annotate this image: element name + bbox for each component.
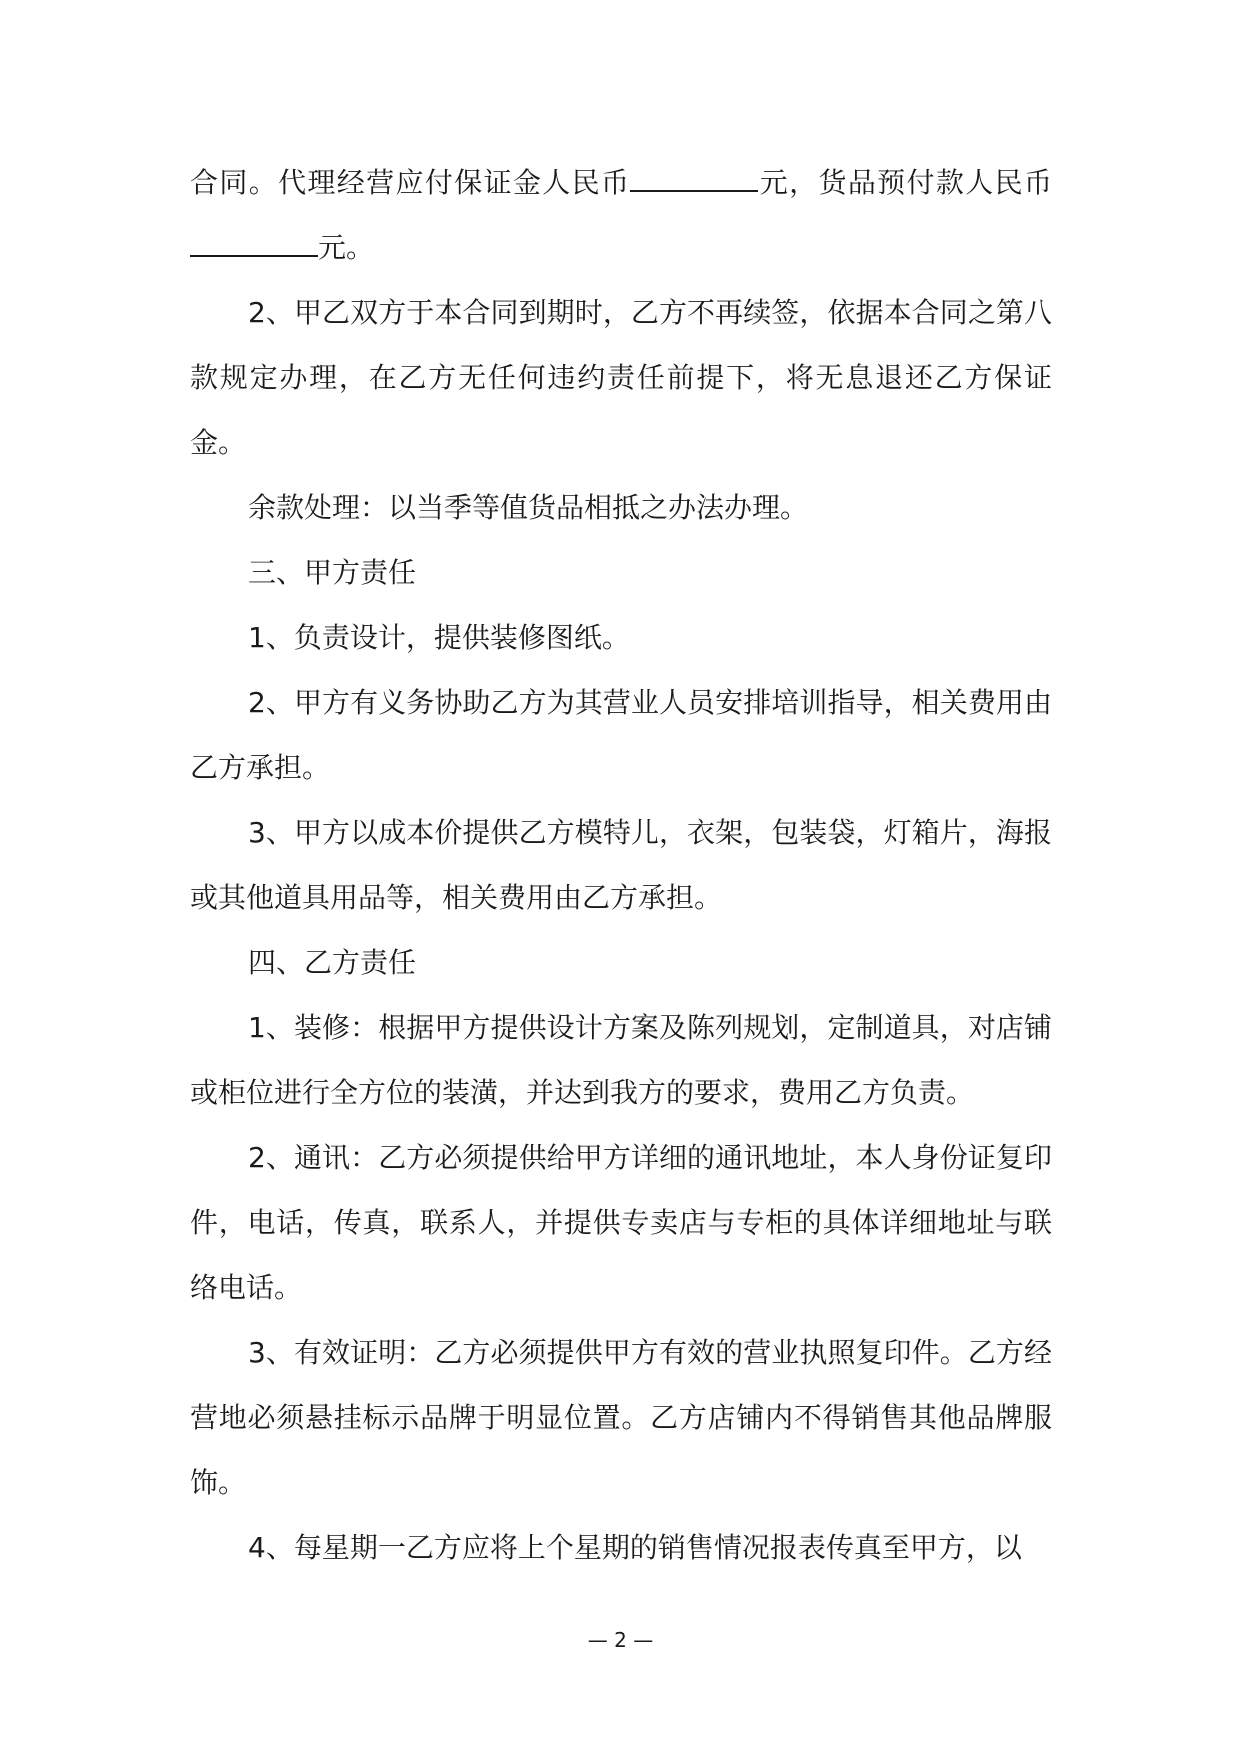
paragraph bbox=[190, 605, 1052, 670]
paragraph-text: 2、甲方有义务协助乙方为其营业人员安排培训指导，相关费用由乙方承担。 bbox=[190, 686, 1052, 784]
paragraph-text: 2、通讯：乙方必须提供给甲方详细的通讯地址，本人身份证复印件，电话，传真，联系人，并提供专卖店与专柜的具体详细地址与联络电话。 bbox=[190, 1141, 1052, 1304]
page-number: — 2 — bbox=[587, 1628, 654, 1652]
document-body bbox=[190, 150, 1052, 1580]
paragraph bbox=[190, 1515, 1052, 1580]
paragraph-text: 3、有效证明：乙方必须提供甲方有效的营业执照复印件。乙方经营地必须悬挂标示品牌于明显位置。乙方店铺内不得销售其他品牌服饰。 bbox=[190, 1336, 1052, 1499]
paragraph-text: 4、每星期一乙方应将上个星期的销售情况报表传真至甲方，以 bbox=[248, 1531, 1022, 1564]
paragraph bbox=[190, 995, 1052, 1125]
paragraph bbox=[190, 1125, 1052, 1320]
paragraph-text: 余款处理：以当季等值货品相抵之办法办理。 bbox=[248, 491, 809, 524]
paragraph bbox=[190, 150, 1052, 280]
paragraph-text: 元。 bbox=[318, 231, 375, 264]
paragraph-text: 1、负责设计，提供装修图纸。 bbox=[248, 621, 630, 654]
paragraph bbox=[190, 1320, 1052, 1515]
paragraph bbox=[190, 800, 1052, 930]
paragraph bbox=[190, 930, 1052, 995]
paragraph-text: 元，货品预付款人民币 bbox=[758, 166, 1052, 199]
paragraph-text: 四、乙方责任 bbox=[248, 946, 417, 979]
paragraph-text: 三、甲方责任 bbox=[248, 556, 417, 589]
paragraph bbox=[190, 475, 1052, 540]
paragraph bbox=[190, 540, 1052, 605]
fill-in-blank bbox=[190, 229, 318, 257]
paragraph-text: 3、甲方以成本价提供乙方模特儿，衣架，包装袋，灯箱片，海报或其他道具用品等，相关费用由乙方承担。 bbox=[190, 816, 1052, 914]
paragraph-text: 1、装修：根据甲方提供设计方案及陈列规划，定制道具，对店铺或柜位进行全方位的装潢，并达到我方的要求，费用乙方负责。 bbox=[190, 1011, 1052, 1109]
paragraph-text: 合同。代理经营应付保证金人民币 bbox=[190, 166, 631, 199]
paragraph-text: 2、甲乙双方于本合同到期时，乙方不再续签，依据本合同之第八款规定办理，在乙方无任何违约责任前提下，将无息退还乙方保证金。 bbox=[190, 296, 1052, 459]
fill-in-blank bbox=[630, 164, 758, 192]
paragraph bbox=[190, 670, 1052, 800]
paragraph bbox=[190, 280, 1052, 475]
